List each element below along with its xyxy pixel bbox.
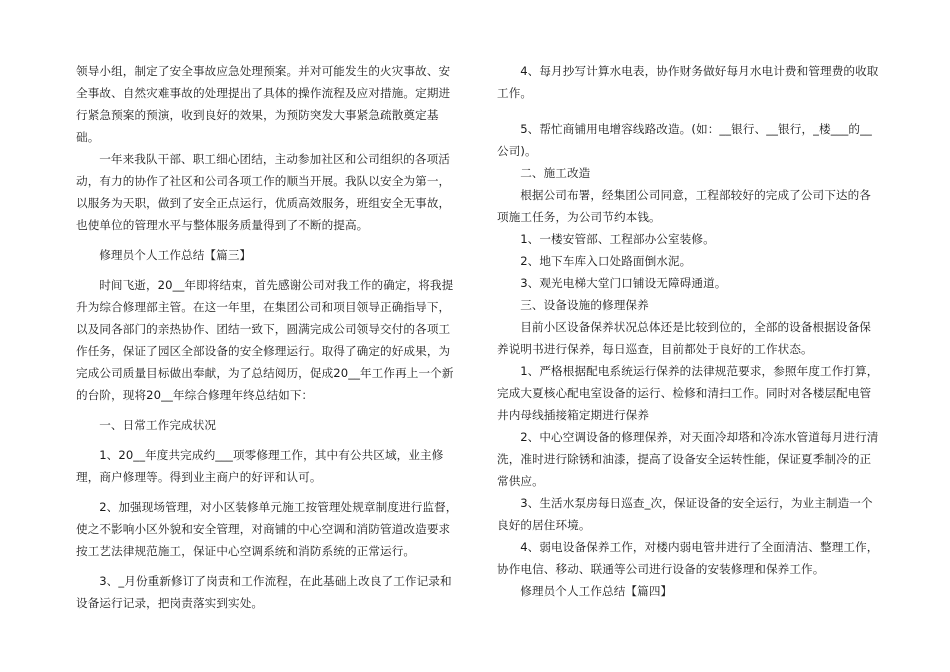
heading-construction: 二、施工改造 [520,166,591,180]
construction-item-1: 1、一楼安管部、工程部办公室装修。 [520,232,715,246]
list-item-2: 2、加强现场管理，对小区装修单元施工按管理处规章制度进行监督，使之不影响小区外貌和安全管理，对商铺的中心空调和消防管道改造要求按工艺法律规范施工，保证中心空调系统和消防系统的正常运行。 [76,500,458,558]
paragraph-emergency-plan: 领导小组，制定了安全事故应急处理预案。并对可能发生的火灾事故、安全事故、自然灾难事故的处理提出了具体的操作流程及应对措施。定期进行紧急预案的预演，收到良好的效果，为预防突发大事紧急疏散奠定基础。 [76,64,451,144]
maintenance-item-3: 3、生活水泵房每日巡查_次，保证设备的安全运行，为业主制造一个良好的居住环境。 [497,496,873,532]
construction-item-3: 3、观光电梯大堂门口铺设无障碍通道。 [520,276,727,290]
heading-maintenance: 三、设备设施的修理保养 [520,298,649,312]
maintenance-item-2: 2、中心空调设备的修理保养，对天面冷却塔和冷冻水管道每月进行清洗，准时进行除锈和油漆，提高了设备安全运转性能，保证夏季制冷的正常供应。 [497,430,879,488]
paragraph-intro-part3: 时间飞逝，20__年即将结束，首先感谢公司对我工作的确定，将我提升为综合修理部主管。在这一年里，在集团公司和项目领导正确指导下，以及同各部门的亲热协作、团结一致下，圆满完成公司领导交付的各项工作任务，保证了园区全部设备的安全修理运行。取得了确定的好成果，为完成公司质量目标做出奉献，为了总结阅历，促成20__年工作再上一个新的台阶，现将20__年综合修理年终总结如下： [76,278,454,402]
paragraph-maintenance: 目前小区设备保养状况总体还是比较到位的，全部的设备根据设备保养说明书进行保养，每日巡查，目前都处于良好的工作状态。 [497,320,872,356]
left-column [76,60,460,614]
construction-item-2: 2、地下车库入口处路面倒水泥。 [520,254,692,268]
paragraph-construction: 根据公司布署，经集团公司同意，工程部较好的完成了公司下达的各项施工任务，为公司节约本钱。 [497,188,872,224]
section-title-part3: 修理员个人工作总结【篇三】 [99,248,252,262]
right-column [497,60,881,602]
list-item-4: 4、每月抄写计算水电表，协作财务做好每月水电计费和管理费的收取工作。 [497,64,879,100]
section-title-part4: 修理员个人工作总结【篇四】 [520,584,673,598]
list-item-5: 5、帮忙商铺用电增容线路改造。(如：__银行、__银行，_楼___的__公司)。 [497,122,872,158]
paragraph-team-unity: 一年来我队干部、职工细心团结，主动参加社区和公司组织的各项活动，有力的协作了社区和公司各项工作的顺当开展。我队以安全为第一，以服务为天职，做到了安全正点运行，优质高效服务，班组安全无事故，也使单位的管理水平与整体服务质量得到了不断的提高。 [76,152,451,232]
list-item-1: 1、20__年度共完成约___项零修理工作，其中有公共区域，业主修理，商户修理等。得到业主商户的好评和认可。 [76,448,444,484]
list-item-3: 3、_月份重新修订了岗责和工作流程，在此基础上改良了工作记录和设备运行记录，把岗责落实到实处。 [76,574,452,610]
maintenance-item-1: 1、严格根据配电系统运行保养的法律规范要求，参照年度工作打算，完成大夏核心配电室设备的运行、检修和清扫工作。同时对各楼层配电管井内母线插接箱定期进行保养 [497,364,879,422]
maintenance-item-4: 4、弱电设备保养工作，对楼内弱电管井进行了全面清洁、整理工作，协作电信、移动、联通等公司进行设备的安装修理和保养工作。 [497,540,879,576]
heading-daily-work: 一、日常工作完成状况 [99,418,217,432]
